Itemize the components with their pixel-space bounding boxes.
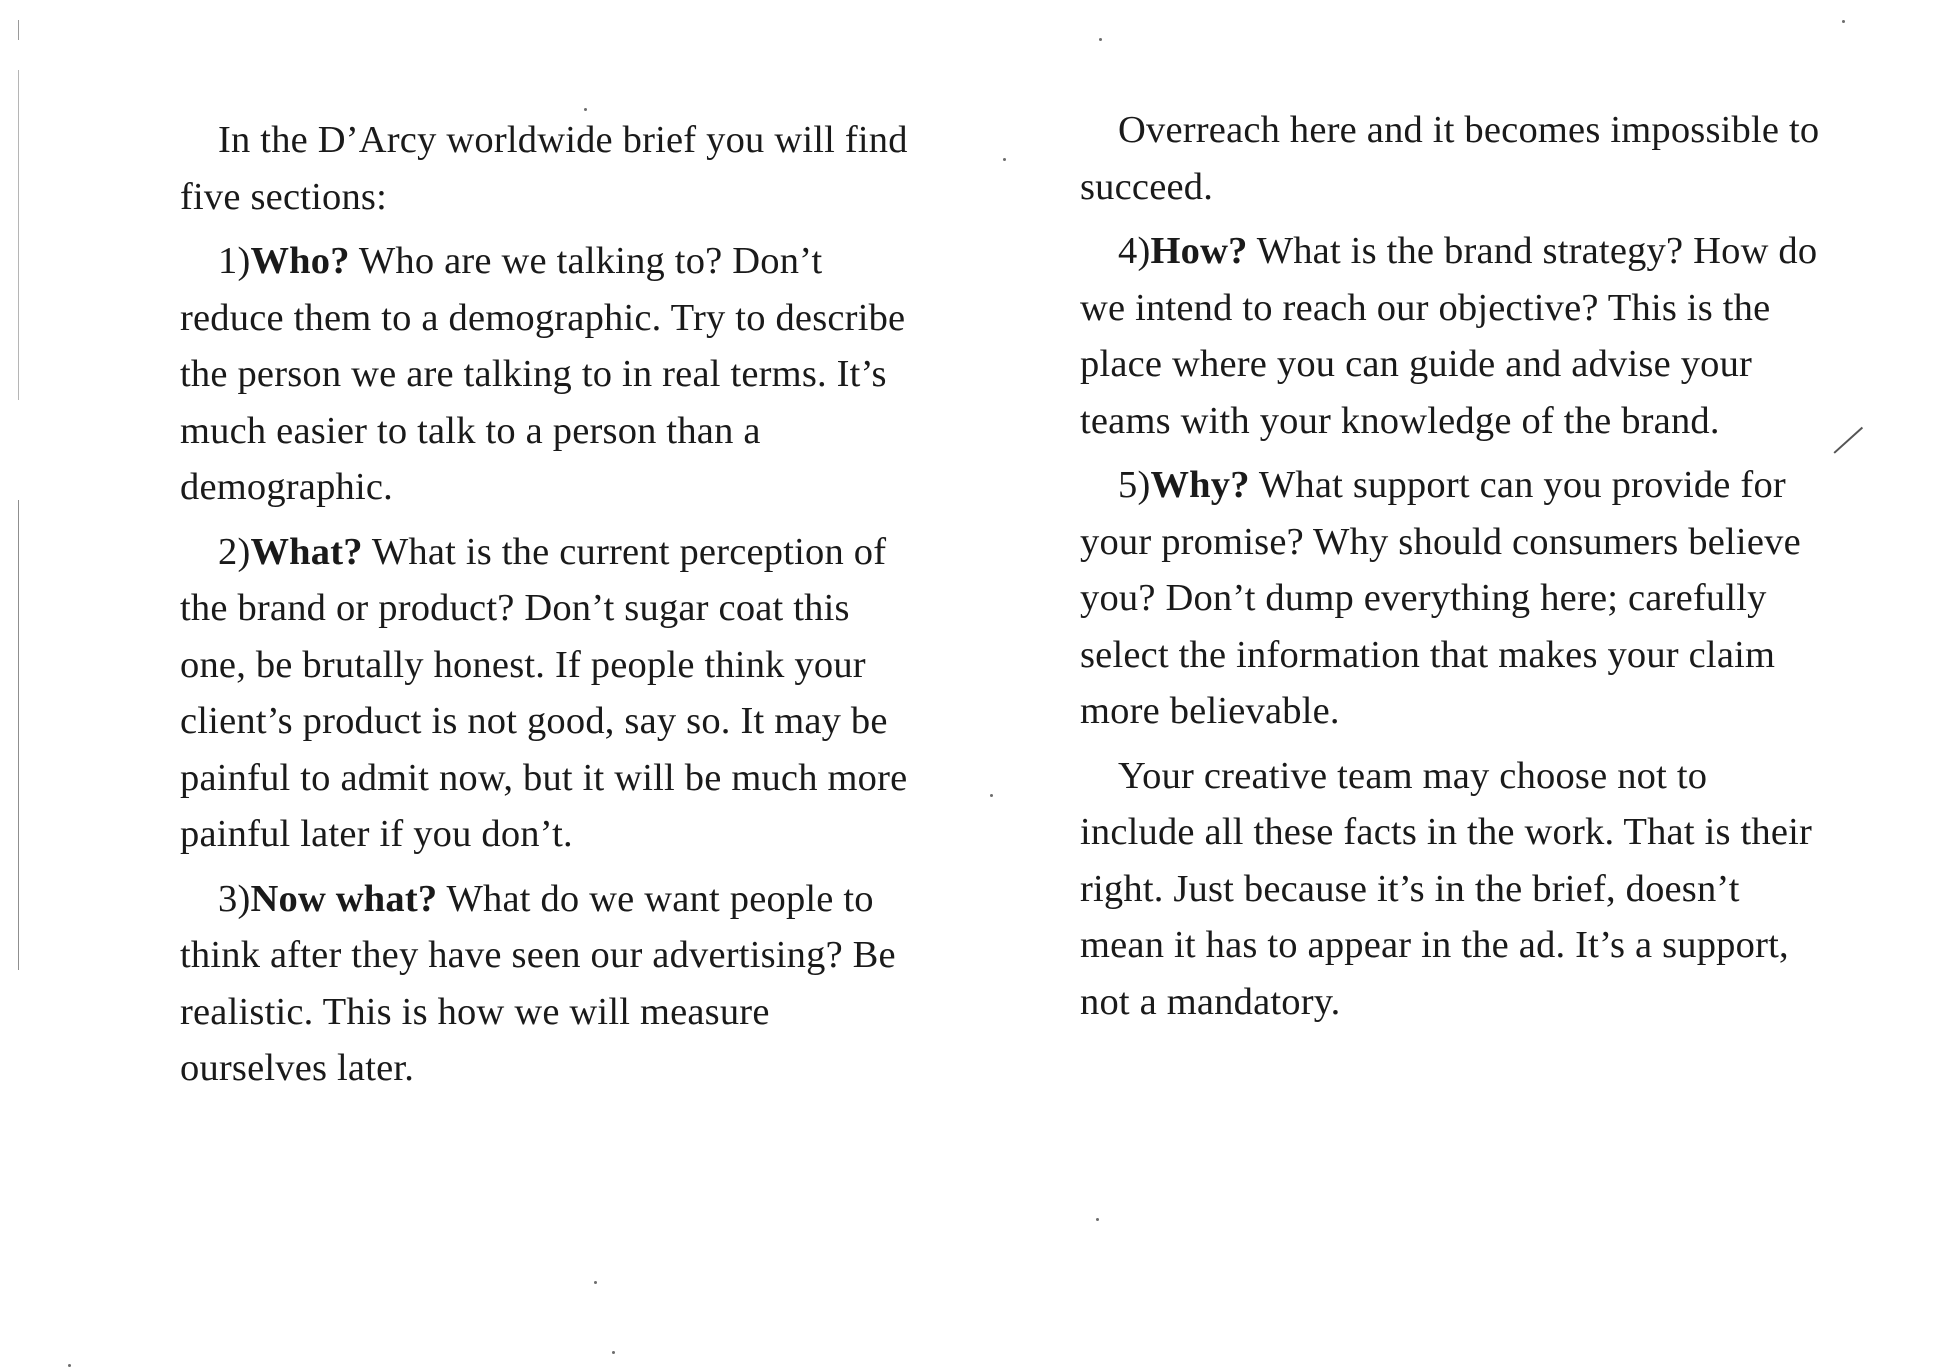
scan-speck (990, 794, 993, 797)
closing-paragraph: Your creative team may choose not to include all these facts in the work. That is their right. Just because it’s in the brief, doesn’t mean it has to appear in the ad. It’s a support, not a mandatory. (1080, 754, 1813, 1023)
section-body: What do we want people to think after they have seen our advertising? Be realistic. This is how we will measure ourselves later. (180, 877, 896, 1089)
scan-speck (1096, 1218, 1099, 1221)
section-heading: Why? (1150, 464, 1250, 506)
scan-speck (612, 1351, 615, 1354)
scan-edge-line (18, 500, 19, 970)
left-column (180, 112, 915, 1105)
scan-speck (1003, 158, 1006, 161)
section-who (180, 233, 915, 516)
scan-speck (584, 108, 587, 111)
section-number: 5) (1118, 464, 1151, 506)
scan-edge-line (18, 20, 19, 40)
section-number: 3) (218, 877, 251, 920)
pencil-mark (1833, 427, 1862, 454)
right-column (1080, 102, 1820, 1038)
section-body: What is the current perception of the brand or product? Don’t sugar coat this one, be brutally honest. If people think your client’s product is not good, say so. It may be painful to admit now, but it will be much more painful later if you don’t. (180, 530, 908, 855)
section-how (1080, 223, 1820, 449)
section-heading: Who? (250, 240, 350, 282)
scan-speck (594, 1281, 597, 1284)
scan-speck (1842, 20, 1845, 23)
continuation-paragraph: Overreach here and it becomes impossible to succeed. (1080, 109, 1820, 208)
section-number: 4) (1118, 230, 1151, 272)
section-heading: Now what? (250, 877, 438, 920)
section-body: What support can you provide for your promise? Why should consumers believe you? Don’t dump everything here; carefully select the information that makes your claim more believable. (1080, 464, 1801, 732)
scan-speck (1099, 38, 1102, 41)
section-heading: How? (1150, 230, 1248, 272)
scan-speck (68, 1364, 71, 1367)
section-why (1080, 457, 1820, 740)
section-body: Who are we talking to? Don’t reduce them to a demographic. Try to describe the person we are talking to in real terms. It’s much easier to talk to a person than a demographic. (180, 240, 906, 508)
scan-edge-line (18, 70, 19, 400)
section-now-what (180, 871, 915, 1097)
section-number: 1) (218, 240, 251, 282)
section-number: 2) (218, 530, 251, 573)
section-what (180, 524, 915, 863)
intro-paragraph: In the D’Arcy worldwide brief you will find five sections: (180, 119, 908, 218)
section-body: What is the brand strategy? How do we intend to reach our objective? This is the place where you can guide and advise your teams with your knowledge of the brand. (1080, 230, 1818, 442)
section-heading: What? (250, 530, 363, 573)
